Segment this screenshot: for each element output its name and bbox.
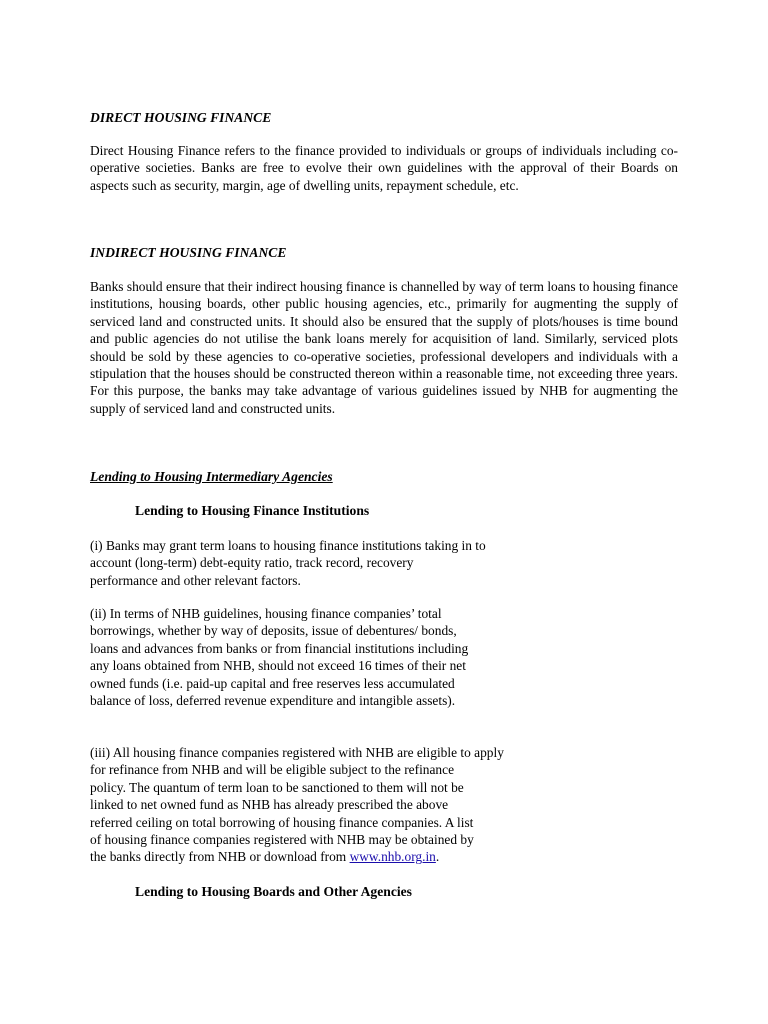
nhb-website-link[interactable]: www.nhb.org.in [349,849,436,865]
point-iii-line: of housing finance companies registered with NHB may be obtained by [90,832,474,848]
point-i [90,537,560,589]
point-iii-line: linked to net owned fund as NHB has already prescribed the above [90,797,449,813]
point-ii-line: (ii) In terms of NHB guidelines, housing finance companies’ total [90,606,442,621]
point-iii-last-suffix: . [435,849,440,865]
point-i-line: performance and other relevant factors. [90,572,301,588]
indirect-housing-finance-paragraph: Banks should ensure that their indirect housing finance is channelled by way of term loans to housing finance institutions, housing boards, other public housing agencies, etc., primarily for augmenting the supply of serviced land and constructed units. It should also be ensured that the supply of plots/houses is time bound and public agencies do not utilise the bank loans merely for acquisition of land. Similarly, serviced plots should be sold by these agencies to co-operative societies, professional developers and individuals with a stipulation that the houses should be constructed thereon within a reasonable time, not exceeding three years. For this purpose, the banks may take advantage of various guidelines issued by NHB for augmenting the supply of serviced land and constructed units. [90,279,678,416]
point-iii-last-line [90,848,560,865]
point-iii-line: policy. The quantum of term loan to be sanctioned to them will not be [90,779,464,795]
point-ii-line: owned funds (i.e. paid-up capital and free reserves less accumulated [90,675,455,691]
point-iii [90,744,560,866]
direct-housing-finance-heading: DIRECT HOUSING FINANCE [90,110,272,125]
point-i-line: (i) Banks may grant term loans to housing finance institutions taking in to [90,538,486,553]
point-i-line: account (long-term) debt-equity ratio, track record, recovery [90,555,414,571]
point-ii-line: any loans obtained from NHB, should not exceed 16 times of their net [90,658,466,674]
intermediary-agencies-heading: Lending to Housing Intermediary Agencies [90,469,333,484]
point-iii-last-prefix: the banks directly from NHB or download from [90,849,350,865]
point-iii-line: (iii) All housing finance companies registered with NHB are eligible to apply [90,745,504,760]
point-ii-line: loans and advances from banks or from financial institutions including [90,640,469,656]
housing-boards-subheading: Lending to Housing Boards and Other Agencies [135,884,412,899]
point-iii-line: referred ceiling on total borrowing of housing finance companies. A list [90,814,474,830]
indirect-housing-finance-heading: INDIRECT HOUSING FINANCE [90,245,287,260]
point-ii-line: balance of loss, deferred revenue expenditure and intangible assets). [90,693,456,709]
point-ii [90,605,560,709]
point-ii-line: borrowings, whether by way of deposits, issue of debentures/ bonds, [90,623,457,639]
direct-housing-finance-paragraph: Direct Housing Finance refers to the finance provided to individuals or groups of individuals including co-operative societies. Banks are free to evolve their own guidelines with the approval of their Boards on aspects such as security, margin, age of dwelling units, repayment schedule, etc. [90,143,678,193]
housing-finance-institutions-subheading: Lending to Housing Finance Institutions [135,503,370,518]
point-iii-line: for refinance from NHB and will be eligible subject to the refinance [90,762,455,778]
